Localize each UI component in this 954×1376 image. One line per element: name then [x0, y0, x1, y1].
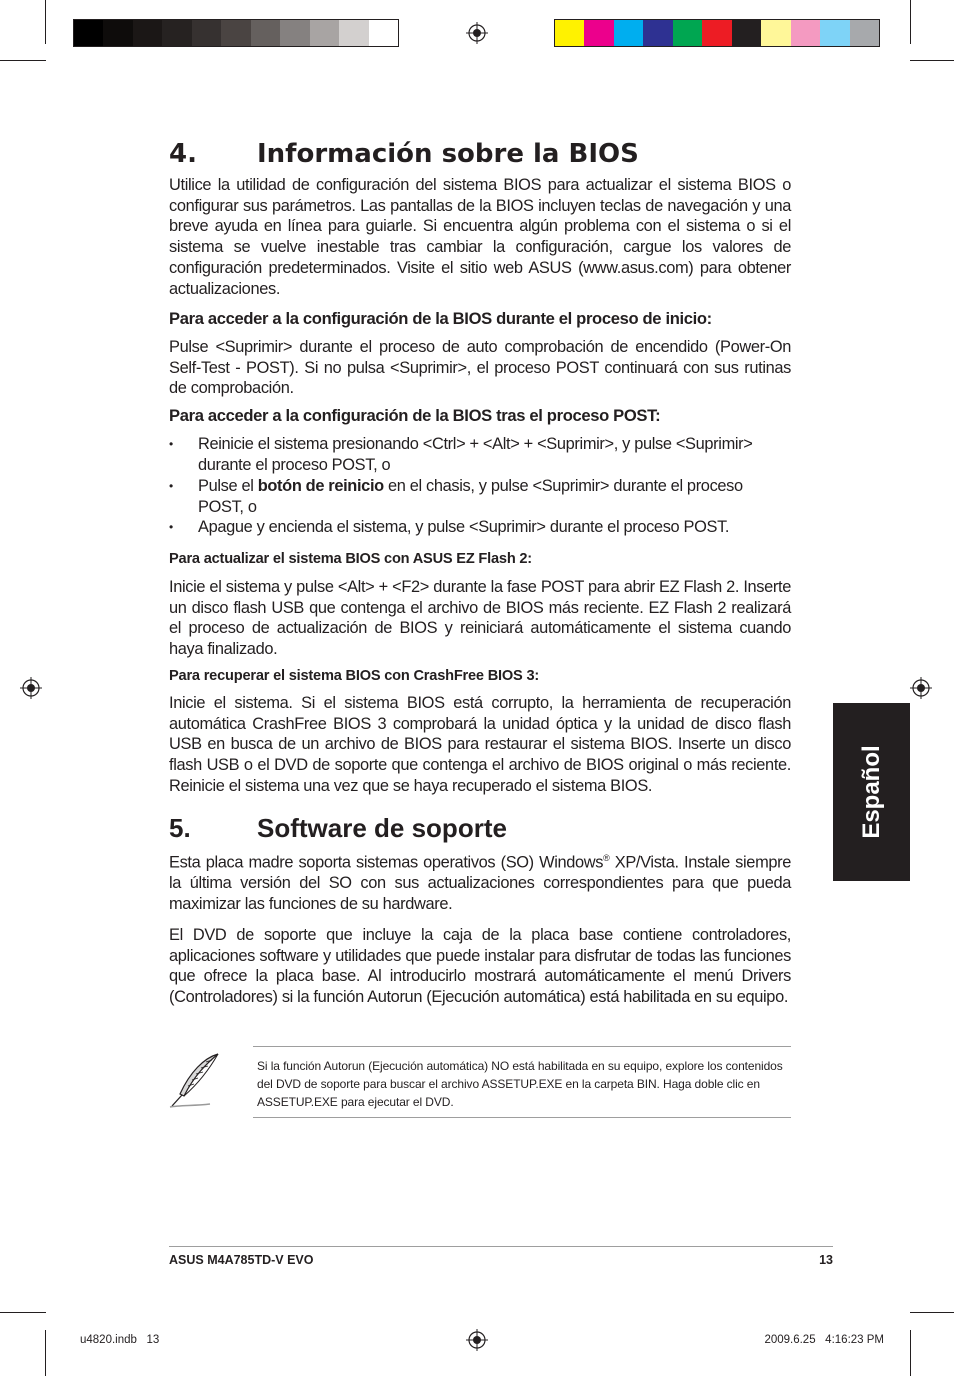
language-label: Español	[857, 745, 885, 839]
section-title: Información sobre la BIOS	[257, 139, 639, 169]
color-swatch	[643, 20, 672, 46]
ezflash-text: Inicie el sistema y pulse <Alt> + <F2> durante la fase POST para abrir EZ Flash 2. Inserte un disco flash USB que contenga el archivo de BIOS más reciente. EZ Flash 2 realizará el proceso de actualización de BIOS y reiniciará automáticamente el sistema cuando haya finalizado.	[169, 578, 791, 659]
autorun-note-text: Si la función Autorun (Ejecución automática) NO está habilitada en su equipo, explore los contenidos del DVD de soporte para buscar el archivo ASSETUP.EXE en la carpeta BIN. Haga doble clic en ASSETUP.EXE para ejecutar el DVD.	[257, 1059, 783, 1109]
note-top-rule	[253, 1046, 791, 1047]
color-swatch	[339, 20, 368, 46]
color-swatch	[221, 20, 250, 46]
list-item	[169, 476, 791, 517]
color-swatch	[702, 20, 731, 46]
crop-mark	[45, 1330, 46, 1376]
startup-access-heading: Para acceder a la configuración de la BIOS durante el proceso de inicio:	[169, 309, 712, 328]
support-software-paragraph	[169, 848, 791, 915]
color-swatch	[850, 20, 879, 46]
list-item	[169, 517, 791, 538]
language-side-tab	[833, 703, 910, 881]
registration-mark-icon	[466, 1329, 488, 1351]
crop-mark	[0, 1312, 46, 1313]
color-swatch	[732, 20, 761, 46]
ezflash-heading: Para actualizar el sistema BIOS con ASUS EZ Flash 2:	[169, 551, 532, 567]
color-calibration-bar	[554, 19, 880, 47]
bullet-text	[198, 476, 791, 517]
color-swatch	[133, 20, 162, 46]
color-swatch	[614, 20, 643, 46]
crashfree-heading: Para recuperar el sistema BIOS con CrashFree BIOS 3:	[169, 668, 540, 684]
section-4-heading	[169, 139, 791, 169]
registration-mark-icon	[466, 22, 488, 44]
bullet-icon: •	[169, 520, 173, 534]
color-swatch	[820, 20, 849, 46]
footer-product-name: ASUS M4A785TD-V EVO	[169, 1253, 314, 1267]
color-swatch	[791, 20, 820, 46]
crop-mark	[45, 0, 46, 44]
color-swatch	[555, 20, 584, 46]
color-swatch	[251, 20, 280, 46]
note-bottom-rule	[253, 1117, 791, 1118]
os-support-text: Esta placa madre soporta sistemas operativos (SO) Windows	[169, 853, 604, 872]
list-item	[169, 434, 791, 475]
color-swatch	[162, 20, 191, 46]
section-title: Software de soporte	[257, 813, 507, 843]
crop-mark	[910, 0, 911, 44]
crashfree-text: Inicie el sistema. Si el sistema BIOS está corrupto, la herramienta de recuperación automática CrashFree BIOS 3 comprobará la unidad óptica y la unidad de disco flash USB en busca de un archivo de BIOS para restaurar el sistema BIOS. Inserte un disco flash USB o el DVD de soporte que contenga el archivo de BIOS original o más reciente. Reinicie el sistema una vez que se haya recuperado el sistema BIOS.	[169, 694, 791, 795]
bullet-text-start: Pulse el	[198, 477, 258, 495]
color-swatch	[74, 20, 103, 46]
color-swatch	[192, 20, 221, 46]
bullet-text: Apague y encienda el sistema, y pulse <Suprimir> durante el proceso POST.	[198, 518, 730, 536]
color-swatch	[584, 20, 613, 46]
grayscale-calibration-bar	[73, 19, 399, 47]
section-number: 5.	[169, 813, 191, 843]
registration-mark-icon	[910, 677, 932, 699]
color-swatch	[673, 20, 702, 46]
bullet-text-end: en el chasis, y pulse <Suprimir> durante el proceso POST, o	[198, 477, 743, 516]
color-swatch	[103, 20, 132, 46]
bios-intro-paragraph: Utilice la utilidad de configuración del sistema BIOS para actualizar el sistema BIOS o configurar sus parámetros. Las pantallas de la BIOS incluyen teclas de navegación y una breve ayuda en línea para guiarle. Si encuentra algún problema con el sistema o si el sistema se vuelve inestable tras cambiar la configuración, cargue los valores de configuración predeterminados. Visite el sitio web ASUS (www.asus.com) para obtener actualizaciones.	[169, 176, 791, 298]
feather-pen-icon	[166, 1050, 226, 1112]
bullet-icon: •	[169, 479, 173, 493]
post-access-heading: Para acceder a la configuración de la BIOS tras el proceso POST:	[169, 406, 661, 425]
crop-mark	[910, 1330, 911, 1376]
registered-mark: ®	[603, 853, 610, 863]
crop-mark	[0, 60, 46, 61]
crop-mark	[910, 60, 954, 61]
startup-access-text: Pulse <Suprimir> durante el proceso de auto comprobación de encendido (Power-On Self-Test - POST). Si no pulsa <Suprimir>, el proceso POST continuará con sus rutinas de comprobación.	[169, 338, 791, 398]
reset-button-term: botón de reinicio	[257, 477, 384, 495]
color-swatch	[761, 20, 790, 46]
page-number: 13	[819, 1253, 833, 1267]
bullet-text: Reinicie el sistema presionando <Ctrl> + <Alt> + <Suprimir>, y pulse <Suprimir> durante el proceso POST, o	[198, 435, 753, 474]
color-swatch	[310, 20, 339, 46]
slug-filename: u4820.indb 13	[80, 1334, 160, 1346]
section-5-heading	[169, 813, 791, 844]
bullet-icon: •	[169, 437, 173, 451]
section-number: 4.	[169, 139, 197, 169]
os-support-text-end: XP/Vista. Instale siempre la última versión del SO con sus actualizaciones correspondientes para que pueda maximizar las funciones de su hardware.	[169, 853, 792, 913]
slug-timestamp: 2009.6.25 4:16:23 PM	[764, 1334, 884, 1346]
registration-mark-icon	[20, 677, 42, 699]
color-swatch	[280, 20, 309, 46]
crop-mark	[910, 1312, 954, 1313]
support-dvd-paragraph: El DVD de soporte que incluye la caja de la placa base contiene controladores, aplicaciones software y utilidades que puede instalar para disfrutar de todas las funciones que ofrece la placa base. Al introducirlo mostrará automáticamente el menú Drivers (Controladores) si la función Autorun (Ejecución automática) está habilitada en su equipo.	[169, 926, 791, 1007]
color-swatch	[369, 20, 398, 46]
footer-rule	[169, 1246, 833, 1247]
